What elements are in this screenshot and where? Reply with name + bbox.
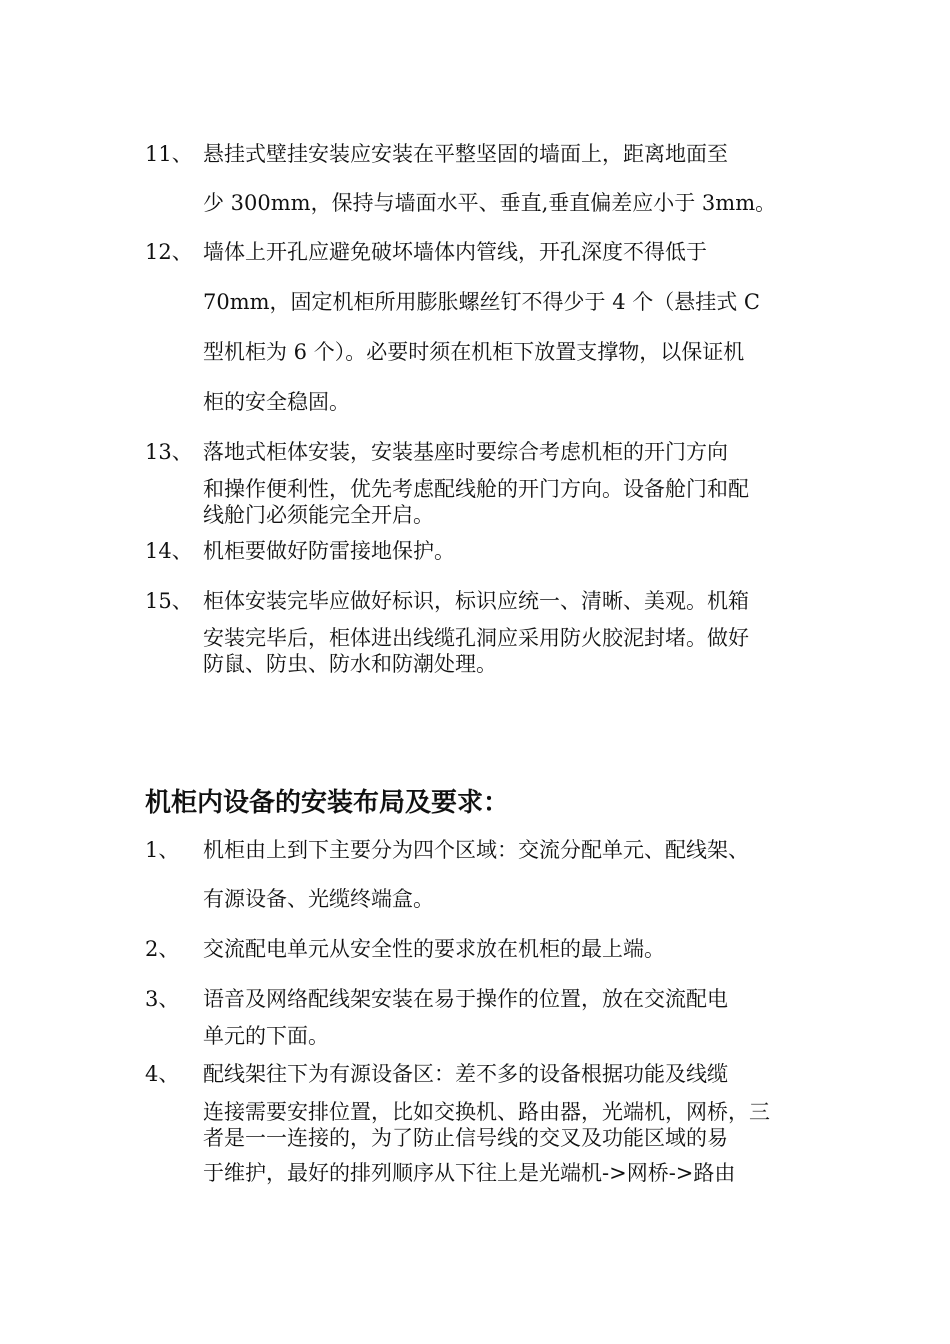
item-text-line: 线舱门必须能完全开启。 — [203, 503, 434, 527]
item-text-line: 柜的安全稳固。 — [203, 390, 350, 414]
item-number: 11、 — [145, 142, 193, 166]
item-number: 12、 — [145, 240, 193, 264]
item-text-line: 防鼠、防虫、防水和防潮处理。 — [203, 652, 497, 676]
item-text-line: 安装完毕后，柜体进出线缆孔洞应采用防火胶泥封堵。做好 — [203, 626, 749, 650]
item-text-line: 型机柜为 6 个）。必要时须在机柜下放置支撑物，以保证机 — [203, 340, 745, 364]
item-text-line: 机柜由上到下主要分为四个区域：交流分配单元、配线架、 — [203, 838, 749, 862]
item-text-line: 落地式柜体安装，安装基座时要综合考虑机柜的开门方向 — [203, 440, 728, 464]
item-text-line: 墙体上开孔应避免破坏墙体内管线，开孔深度不得低于 — [203, 240, 707, 264]
item-text-line: 交流配电单元从安全性的要求放在机柜的最上端。 — [203, 937, 665, 961]
item-text-line: 机柜要做好防雷接地保护。 — [203, 539, 455, 563]
item-number: 1、 — [145, 838, 180, 862]
item-text-line: 者是一一连接的，为了防止信号线的交叉及功能区域的易 — [203, 1126, 728, 1150]
item-text-line: 连接需要安排位置，比如交换机、路由器，光端机，网桥，三 — [203, 1100, 770, 1124]
item-text-line: 配线架往下为有源设备区：差不多的设备根据功能及线缆 — [203, 1062, 728, 1086]
item-text-line: 和操作便利性，优先考虑配线舱的开门方向。设备舱门和配 — [203, 477, 749, 501]
item-text-line: 70mm，固定机柜所用膨胀螺丝钉不得少于 4 个（悬挂式 C — [203, 290, 761, 314]
item-text-line: 少 300mm，保持与墙面水平、垂直,垂直偏差应小于 3mm。 — [203, 191, 777, 215]
item-number: 2、 — [145, 937, 180, 961]
item-text-line: 柜体安装完毕应做好标识，标识应统一、清晰、美观。机箱 — [203, 589, 749, 613]
item-text-line: 于维护，最好的排列顺序从下往上是光端机->网桥->路由 — [203, 1161, 736, 1185]
item-number: 4、 — [145, 1062, 180, 1086]
item-number: 15、 — [145, 589, 193, 613]
item-text-line: 单元的下面。 — [203, 1024, 329, 1048]
item-text-line: 悬挂式壁挂安装应安装在平整坚固的墙面上，距离地面至 — [203, 142, 728, 166]
item-number: 3、 — [145, 987, 180, 1011]
item-number: 14、 — [145, 539, 193, 563]
item-text-line: 语音及网络配线架安装在易于操作的位置，放在交流配电 — [203, 987, 728, 1011]
section-heading: 机柜内设备的安装布局及要求： — [145, 788, 510, 818]
item-text-line: 有源设备、光缆终端盒。 — [203, 887, 434, 911]
item-number: 13、 — [145, 440, 193, 464]
